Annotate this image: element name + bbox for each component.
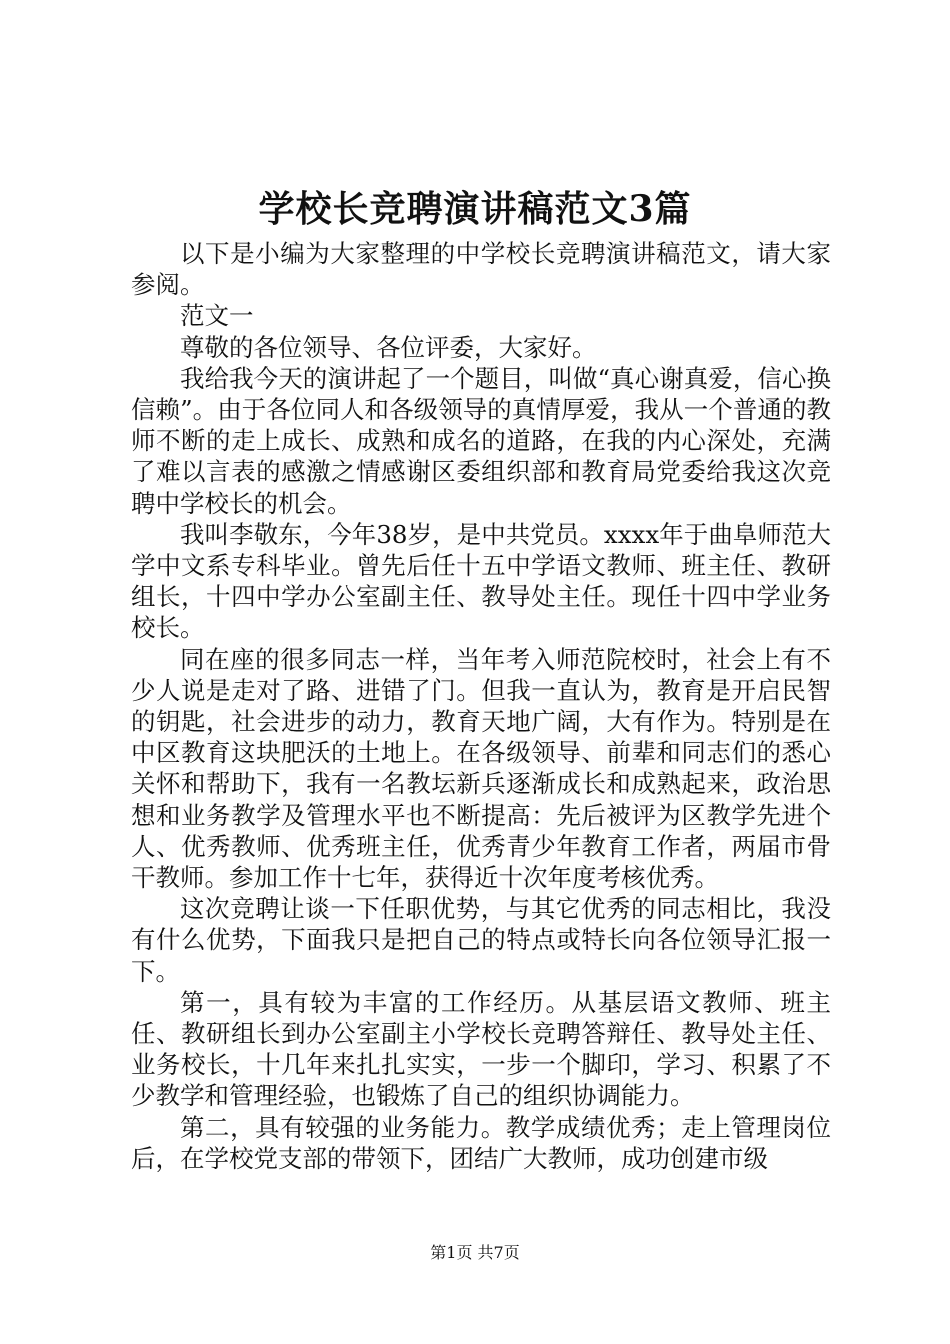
paragraph-section-heading: 范文一: [180, 301, 254, 331]
page-footer: 第1页 共7页: [430, 1243, 520, 1262]
paragraph-self-introduction: 我叫李敬东，今年38岁，是中共党员。xxxx年于曲阜师范大学中文系专科毕业。曾先后任十五中学语文教师、班主任、教研组长，十四中学办公室副主任、教导处主任。现任十四中学业务校长。: [131, 519, 831, 643]
paragraph-point-one: 第一，具有较为丰富的工作经历。从基层语文教师、班主任、教研组长到办公室副主小学校长竞聘答辩任、教导处主任、业务校长，十几年来扎扎实实，一步一个脚印，学习、积累了不少教学和管理经验，也锻炼了自己的组织协调能力。: [131, 987, 831, 1111]
paragraph-intro: 以下是小编为大家整理的中学校长竞聘演讲稿范文，请大家参阅。: [131, 239, 831, 300]
paragraph-advantages: 这次竞聘让谈一下任职优势，与其它优秀的同志相比，我没有什么优势，下面我只是把自己的特点或特长向各位领导汇报一下。: [131, 894, 831, 986]
paragraph-point-two: 第二，具有较强的业务能力。教学成绩优秀；走上管理岗位后，在学校党支部的带领下，团结广大教师，成功创建市级: [131, 1112, 831, 1173]
document-title: 学校长竞聘演讲稿范文3篇: [258, 188, 692, 230]
paragraph-greeting: 尊敬的各位领导、各位评委，大家好。: [180, 332, 597, 362]
paragraph-career: 同在座的很多同志一样，当年考入师范院校时，社会上有不少人说是走对了路、进错了门。但我一直认为，教育是开启民智的钥匙，社会进步的动力，教育天地广阔，大有作为。特别是在中区教育这块肥沃的土地上。在各级领导、前辈和同志们的悉心关怀和帮助下，我有一名教坛新兵逐渐成长和成熟起来，政治思想和业务教学及管理水平也不断提高：先后被评为区教学先进个人、优秀教师、优秀班主任，优秀青少年教育工作者，两届市骨干教师。参加工作十七年，获得近十次年度考核优秀。: [131, 644, 831, 893]
paragraph-speech-title: 我给我今天的演讲起了一个题目，叫做“真心谢真爱，信心换信赖”。由于各位同人和各级领导的真情厚爱，我从一个普通的教师不断的走上成长、成熟和成名的道路，在我的内心深处，充满了难以言表的感激之情感谢区委组织部和教育局党委给我这次竞聘中学校长的机会。: [131, 363, 831, 518]
document-body: [131, 238, 831, 1174]
